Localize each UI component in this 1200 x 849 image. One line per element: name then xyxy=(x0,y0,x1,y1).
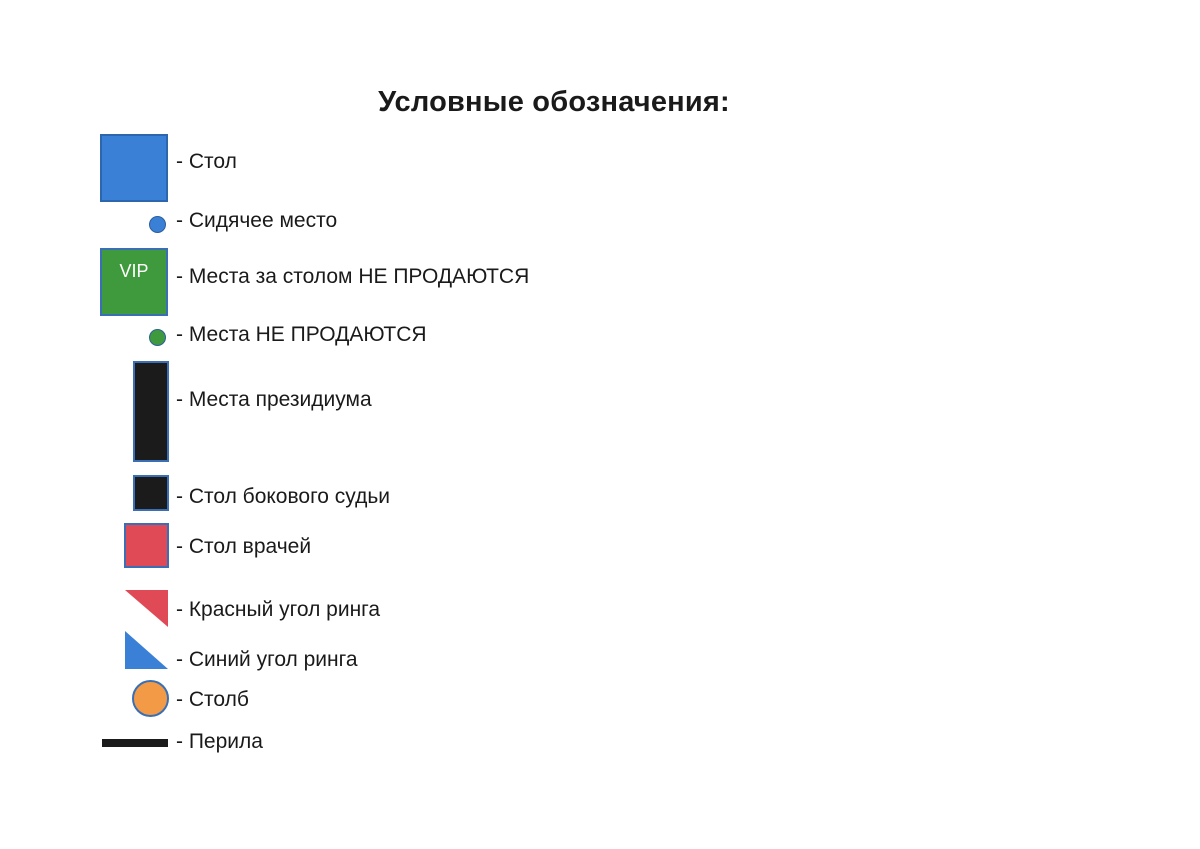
vip-text: VIP xyxy=(119,261,149,281)
legend-title: Условные обозначения: xyxy=(378,86,730,118)
black-tall-rectangle-icon xyxy=(133,361,169,462)
orange-circle-icon xyxy=(132,680,169,717)
legend-item-label: - Места президиума xyxy=(176,388,372,411)
legend-item-label: - Синий угол ринга xyxy=(176,648,358,671)
legend-item-label: - Красный угол ринга xyxy=(176,598,381,621)
legend-item-label: - Стол врачей xyxy=(176,535,312,558)
legend-item-label: - Стол бокового судьи xyxy=(176,485,391,508)
black-square-icon xyxy=(133,475,169,511)
blue-dot-icon xyxy=(149,216,166,233)
blue-triangle-icon xyxy=(124,630,169,670)
red-triangle-icon xyxy=(124,589,169,628)
green-dot-icon xyxy=(149,329,166,346)
legend-item-label: - Перила xyxy=(176,730,263,753)
legend-item-label: - Сидячее место xyxy=(176,209,338,232)
blue-square-icon xyxy=(100,134,168,202)
legend-item-label: - Столб xyxy=(176,688,249,711)
legend-item-label: - Места за столом НЕ ПРОДАЮТСЯ xyxy=(176,265,530,288)
black-line-icon xyxy=(102,739,168,747)
red-square-icon xyxy=(124,523,169,568)
legend-item-label: - Места НЕ ПРОДАЮТСЯ xyxy=(176,323,427,346)
green-vip-square-icon xyxy=(100,248,168,316)
legend-item-label: - Стол xyxy=(176,150,237,173)
